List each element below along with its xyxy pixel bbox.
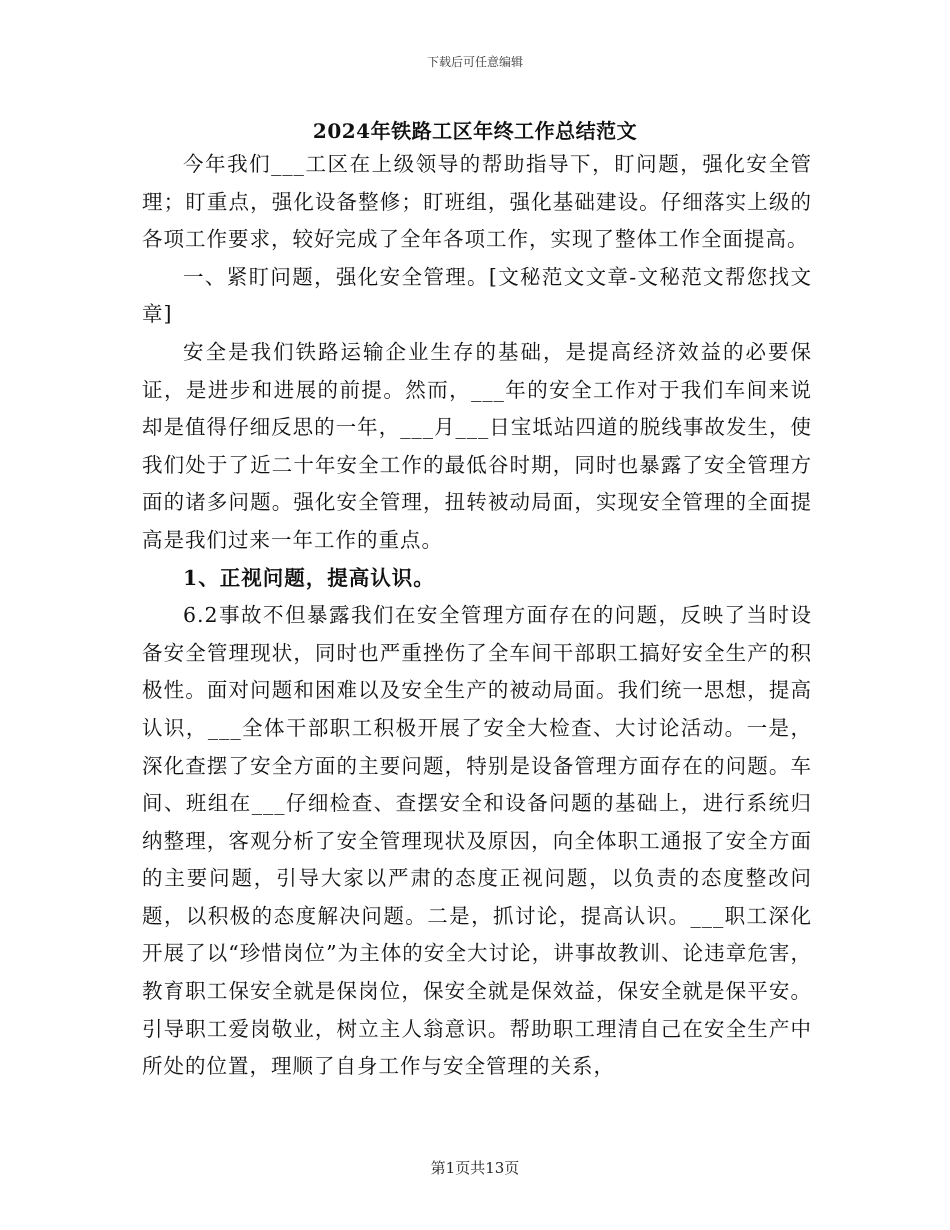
header-note: 下载后可任意编辑 (426, 55, 523, 69)
page-footer: 第1页共13页 (430, 1159, 520, 1177)
paragraph-accident: 6.2事故不但暴露我们在安全管理方面存在的问题，反映了当时设备安全管理现状，同时也严重挫伤了全车间干部职工搞好安全生产的积极性。面对问题和困难以及安全生产的被动局面。我们统一思想，提高认识，___全体干部职工积极开展了安全大检查、大讨论活动。一是，深化查摆了安全方面的主要问题，特别是设备管理方面存在的问题。车间、班组在___仔细检查、查摆安全和设备问题的基础上，进行系统归纳整理，客观分析了安全管理现状及原因，向全体职工通报了安全方面的主要问题，引导大家以严肃的态度正视问题，以负责的态度整改问题，以积极的态度解决问题。二是，抓讨论，提高认识。___职工深化开展了以“珍惜岗位”为主体的安全大讨论，讲事故教训、论违章危害，教育职工保安全就是保岗位，保安全就是保效益，保安全就是保平安。引导职工爱岗敬业，树立主人翁意识。帮助职工理清自己在安全生产中所处的位置，理顺了自身工作与安全管理的关系， (142, 603, 812, 1079)
subheading-1: 1、正视问题，提高认识。 (183, 565, 435, 590)
document-title: 2024年铁路工区年终工作总结范文 (312, 119, 638, 143)
paragraph-intro: 今年我们___工区在上级领导的帮助指导下，盯问题，强化安全管理；盯重点，强化设备整修；盯班组，强化基础建设。仔细落实上级的各项工作要求，较好完成了全年各项工作，实现了整体工作全面提高。 (142, 152, 812, 252)
document-body (142, 146, 812, 1086)
paragraph-safety: 安全是我们铁路运输企业生存的基础，是提高经济效益的必要保证，是进步和进展的前提。然而，___年的安全工作对于我们车间来说却是值得仔细反思的一年，___月___日宝坻站四道的脱线事故发生，使我们处于了近二十年安全工作的最低谷时期，同时也暴露了安全管理方面的诸多问题。强化安全管理，扭转被动局面，实现安全管理的全面提高是我们过来一年工作的重点。 (142, 339, 812, 552)
section-heading-1: 一、紧盯问题，强化安全管理。[文秘范文文章-文秘范文帮您找文章] (142, 264, 812, 327)
